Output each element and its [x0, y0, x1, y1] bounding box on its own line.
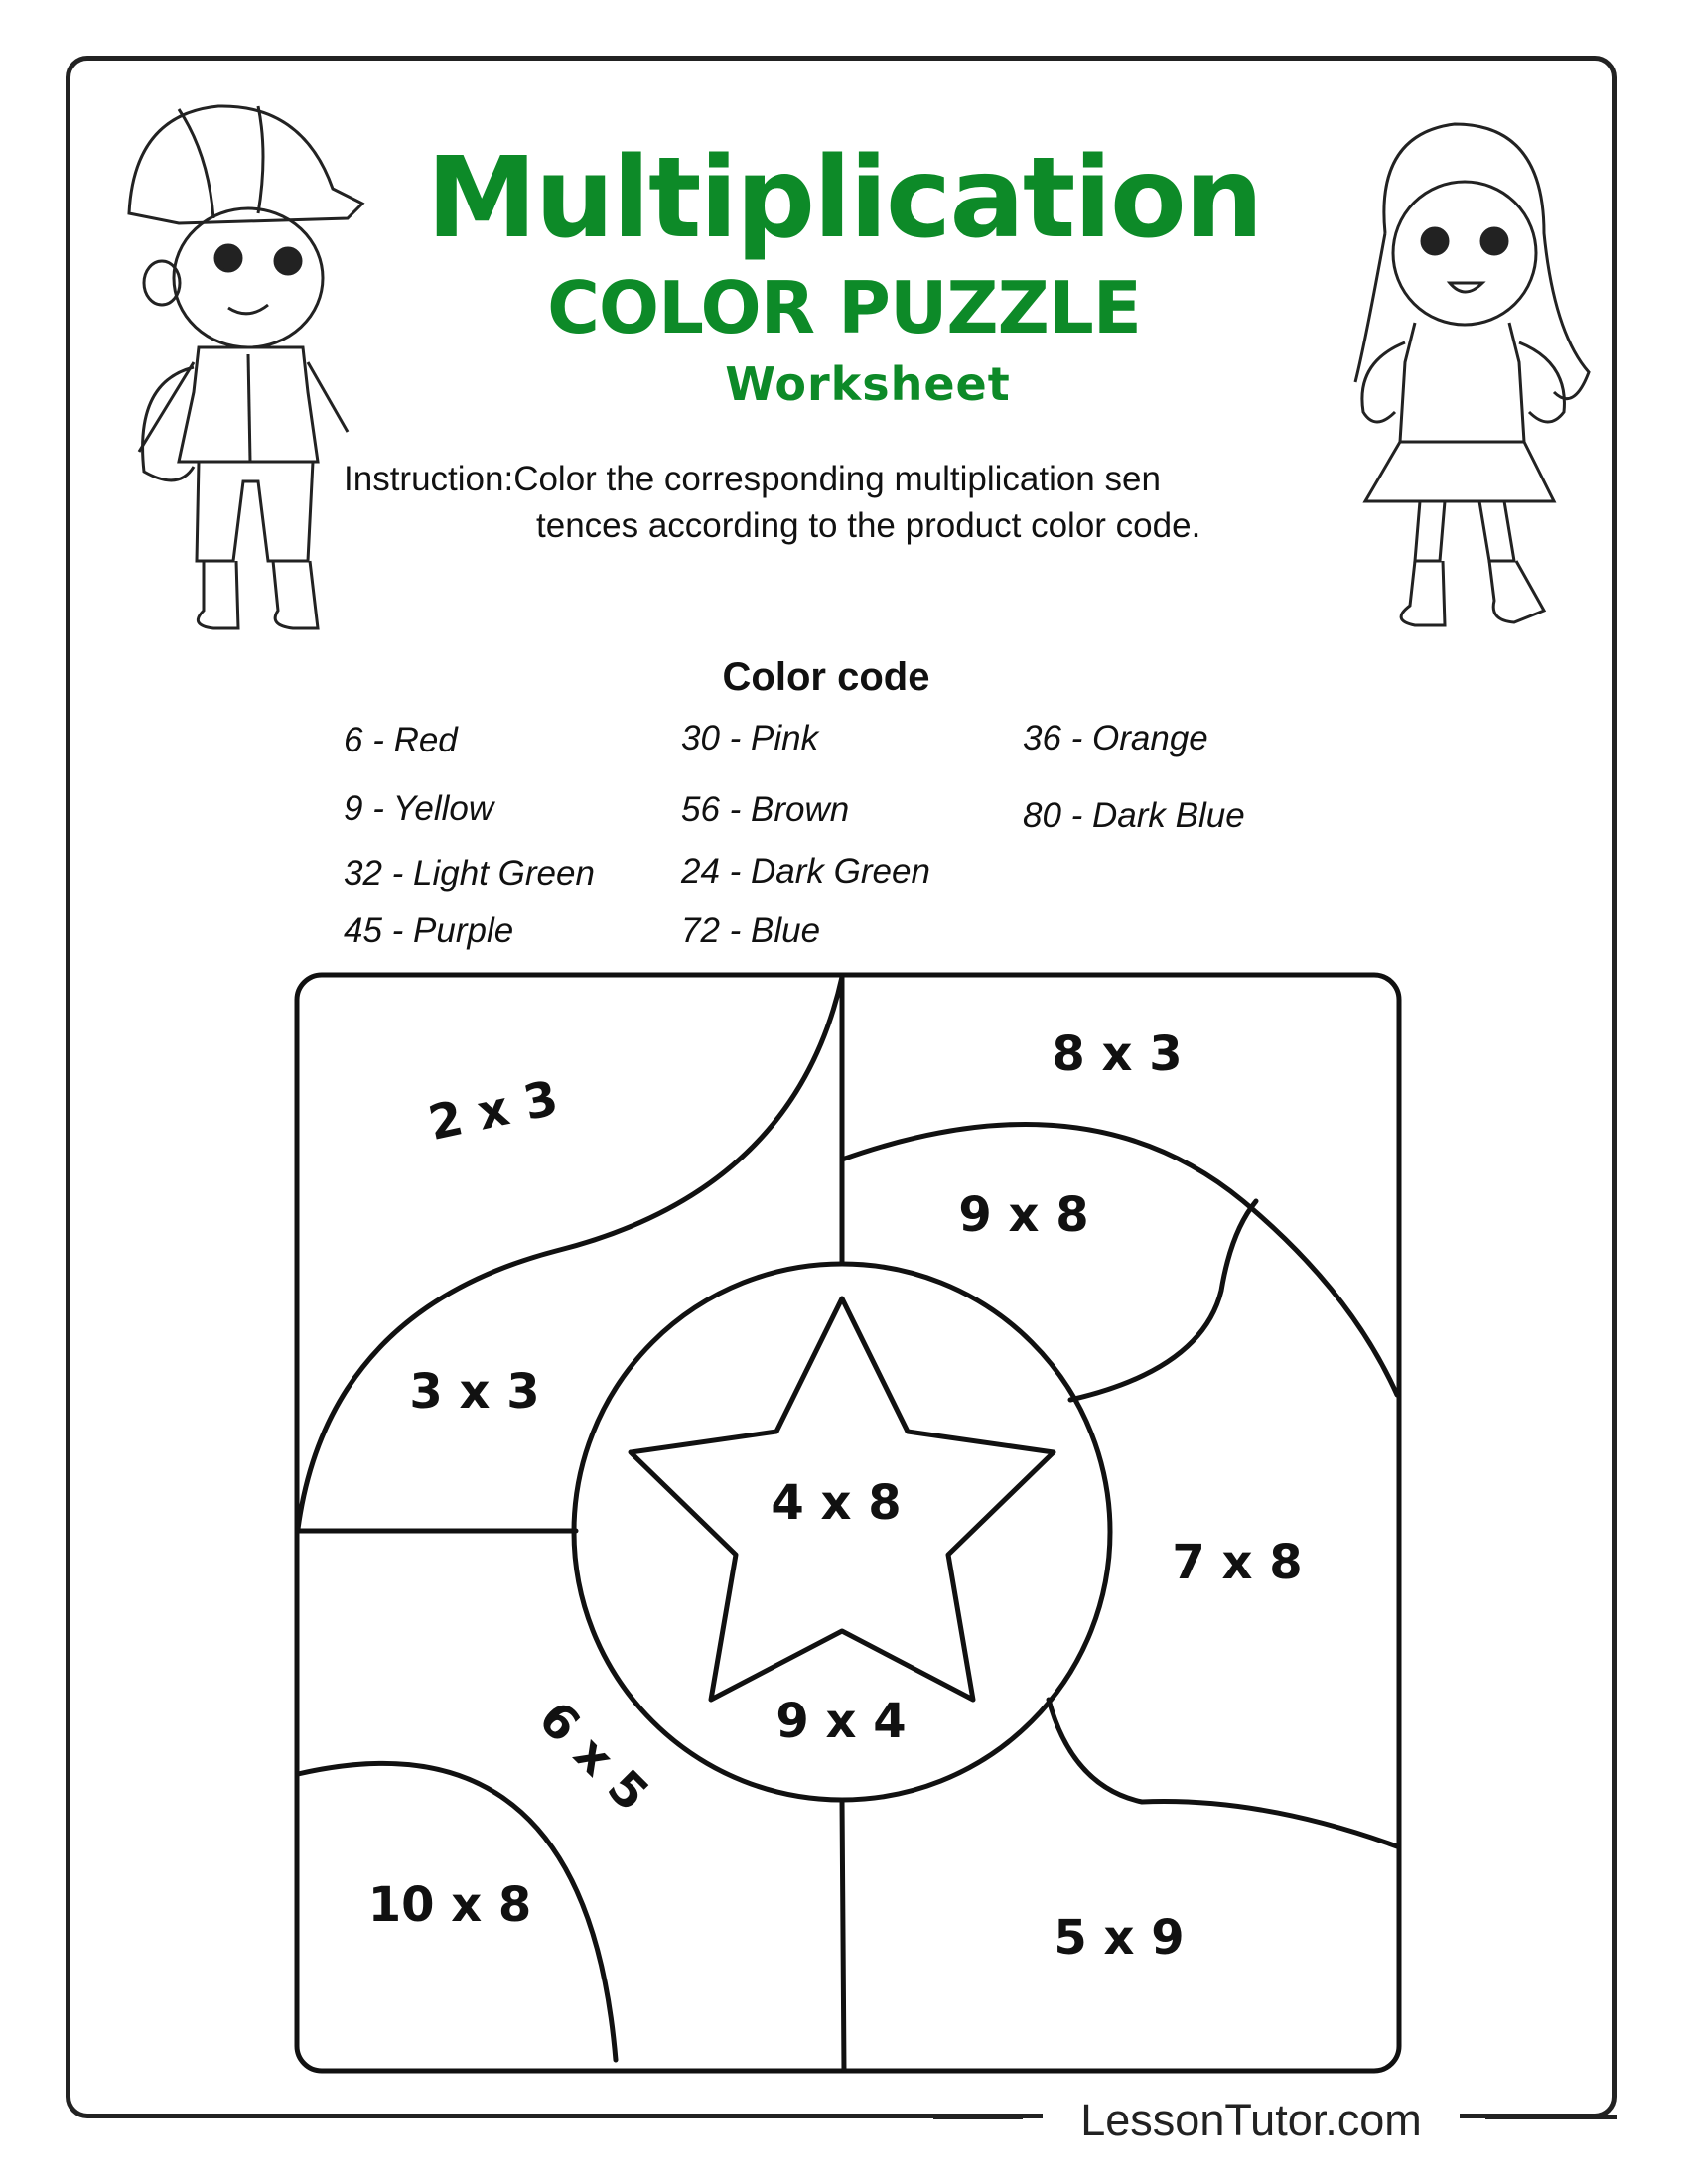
region-divider — [1070, 1201, 1256, 1400]
puzzle-region-label: 9 x 4 — [775, 1694, 907, 1749]
color-code-item: 80 - Dark Blue — [1023, 796, 1245, 835]
title-worksheet: Worksheet — [725, 357, 1011, 411]
puzzle-region-label: 4 x 8 — [771, 1475, 902, 1531]
color-code-item: 24 - Dark Green — [681, 852, 930, 890]
color-code-item: 6 - Red — [344, 721, 458, 759]
title-multiplication: Multiplication — [426, 134, 1262, 263]
puzzle-region-label: 9 x 8 — [958, 1187, 1089, 1243]
footer-rule — [1485, 2115, 1617, 2119]
color-code-item: 45 - Purple — [344, 911, 514, 950]
puzzle-region-label: 7 x 8 — [1172, 1535, 1303, 1590]
footer-rule — [933, 2115, 1023, 2119]
instruction-line-1: Instruction:Color the corresponding multiplication sen — [344, 460, 1161, 498]
region-divider — [1049, 1700, 1397, 1846]
puzzle-region-label: 10 x 8 — [367, 1877, 532, 1933]
color-code-item: 72 - Blue — [681, 911, 821, 950]
instruction-line-2: tences according to the product color code. — [536, 506, 1201, 545]
region-divider — [842, 1800, 844, 2071]
title-color-puzzle: COLOR PUZZLE — [547, 266, 1141, 349]
puzzle-region-label: 2 x 3 — [423, 1069, 563, 1153]
footer-site: LessonTutor.com — [1043, 2095, 1460, 2144]
puzzle-region-label: 5 x 9 — [1054, 1910, 1185, 1966]
region-divider — [298, 977, 842, 1529]
puzzle-region-label: 8 x 3 — [1052, 1026, 1183, 1082]
color-code-item: 32 - Light Green — [344, 854, 595, 892]
color-code-item: 56 - Brown — [681, 790, 850, 829]
color-code-item: 30 - Pink — [681, 719, 819, 757]
color-code-item: 9 - Yellow — [344, 789, 494, 828]
region-divider — [842, 1124, 1397, 1395]
puzzle-region-label: 3 x 3 — [409, 1364, 540, 1420]
color-code-item: 36 - Orange — [1023, 719, 1208, 757]
color-code-title: Color code — [722, 655, 930, 699]
puzzle-region-label: 6 x 5 — [527, 1691, 659, 1823]
